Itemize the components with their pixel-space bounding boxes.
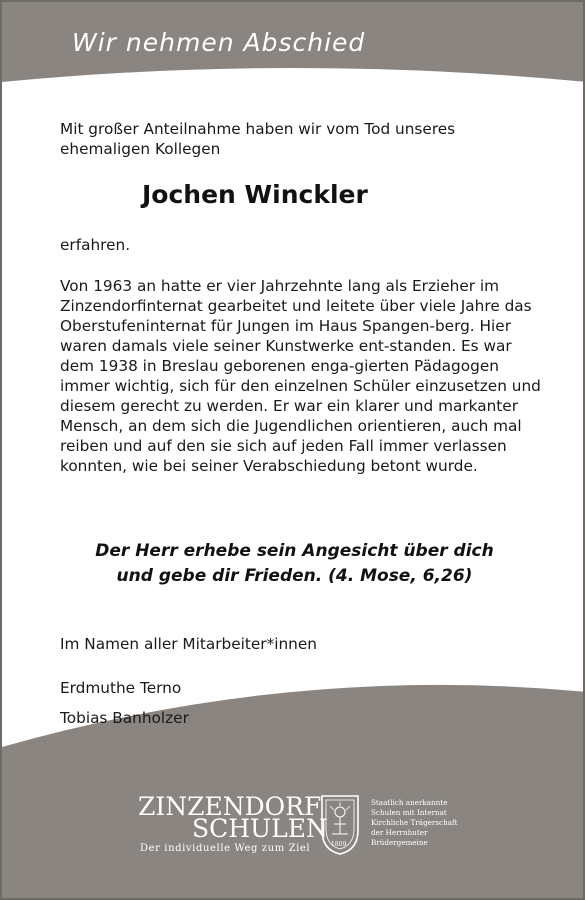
signer-name: Tobias Banholzer — [60, 709, 189, 727]
info-line: der Herrnhuter — [371, 828, 428, 837]
bible-quote — [42, 539, 547, 589]
school-info — [371, 798, 458, 848]
crest-year: 1809 — [331, 841, 347, 848]
logo-tagline: Der individuelle Weg zum Ziel — [140, 843, 311, 854]
logo-line-1: ZINZENDORF — [138, 792, 322, 821]
info-line: Staatlich anerkannte — [371, 798, 448, 807]
info-line: Brüdergemeine — [371, 838, 428, 847]
on-behalf-text: Im Namen aller Mitarbeiter*innen — [60, 635, 317, 653]
notice-heading: Wir nehmen Abschied — [72, 28, 366, 57]
quote-line-1: Der Herr erhebe sein Angesicht über dich — [95, 541, 494, 561]
deceased-name: Jochen Winckler — [142, 180, 368, 209]
quote-line-2: und gebe dir Frieden. (4. Mose, 6,26) — [116, 566, 473, 586]
signer-name: Erdmuthe Terno — [60, 679, 182, 697]
biography-text: Von 1963 an hatte er vier Jahrzehnte lang als Erzieher im Zinzendorfinternat gearbeitet und leitete über viele Jahre das Oberstufeninternat für Jungen im Haus Spangen-berg. Hier waren damals viele seiner Kunstwerke ent-standen. Es war dem 1938 in Breslau geborenen enga-gierten Pädagogen immer wichtig, sich für den einzelnen Schüler einzusetzen und diesem gerecht zu werden. Er war ein klarer und markanter Mensch, an dem sich die Jugendlichen orientieren, auch mal reiben und auf den sie sich auf jeden Fall immer verlassen konnten, wie bei seiner Verabschiedung betont wurde. — [60, 277, 541, 475]
intro-text: Mit großer Anteilnahme haben wir vom Tod unseres ehemaligen Kollegen — [60, 120, 456, 158]
main-paragraph — [60, 276, 542, 476]
logo-line-2: SCHULEN — [192, 814, 328, 843]
info-line: Schulen mit Internat — [371, 808, 447, 817]
info-line: Kirchliche Trägerschaft — [371, 818, 458, 827]
erfahren-text: erfahren. — [60, 236, 131, 254]
